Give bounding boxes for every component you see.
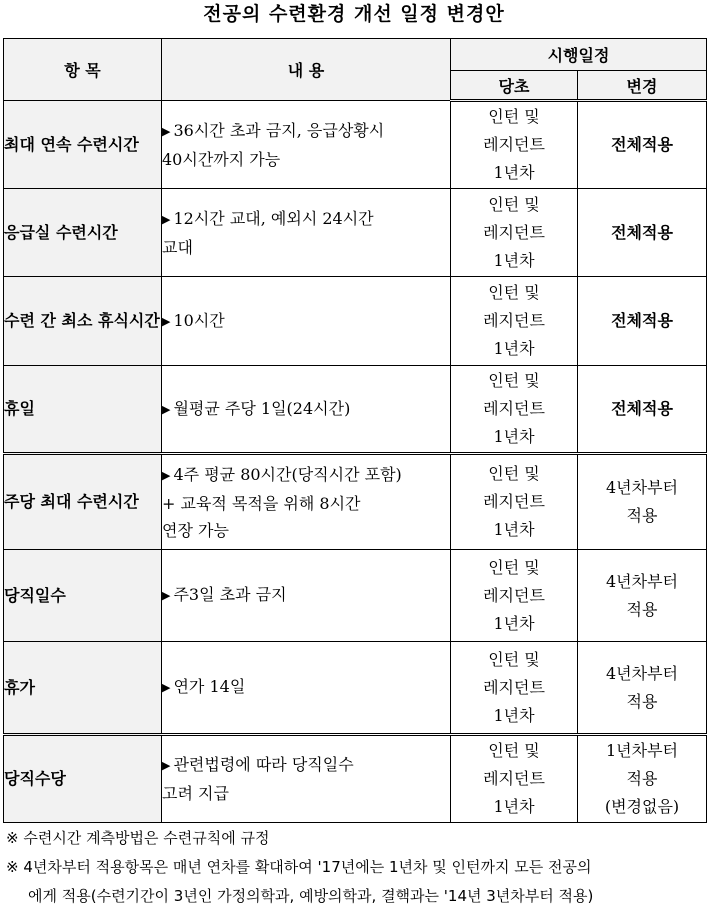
item-cell: 주당 최대 수련시간: [4, 454, 162, 550]
content-cell: [162, 454, 451, 550]
content-line: 연가 14일: [173, 677, 246, 696]
original-line: 1년차: [493, 339, 535, 358]
footnote-2: ※ 4년차부터 적용항목은 매년 연차를 확대하여 '17년에는 1년차 및 인턴까지 모든 전공의: [6, 858, 592, 876]
table-row: [4, 189, 707, 277]
original-schedule-cell: [451, 101, 578, 189]
changed-line: 전체적용: [611, 311, 673, 330]
changed-line: 4년차부터: [606, 478, 679, 497]
changed-schedule-cell: [578, 189, 707, 277]
changed-line: 4년차부터: [606, 571, 679, 591]
changed-line: 적용: [626, 506, 658, 525]
item-cell: 휴일: [4, 366, 162, 454]
item-cell: 응급실 수련시간: [4, 189, 162, 277]
original-line: 레지던트: [483, 769, 545, 788]
table-row: [4, 454, 707, 550]
changed-schedule-cell: [578, 642, 707, 735]
original-schedule-cell: [451, 366, 578, 454]
original-line: 1년차: [493, 797, 535, 816]
page-title: 전공의 수련환경 개선 일정 변경안: [203, 3, 505, 25]
content-cell: [162, 366, 451, 454]
content-line: 교대: [162, 237, 193, 257]
item-cell: 최대 연속 수련시간: [4, 101, 162, 189]
triangle-bullet-icon: ▶: [162, 124, 171, 138]
table-row: [4, 642, 707, 735]
content-line: 10시간: [173, 310, 225, 330]
changed-line: 적용: [626, 599, 658, 619]
changed-line: 1년차부터: [606, 741, 679, 760]
original-line: 1년차: [493, 705, 535, 725]
changed-schedule-cell: [578, 277, 707, 366]
footnote-1: ※ 수련시간 계측방법은 수련규칙에 규정: [6, 829, 270, 847]
footnote-2-continuation: 에게 적용(수련기간이 3년인 가정의학과, 예방의학과, 결핵과는 '14년 3년차부터 적용): [28, 887, 594, 905]
item-cell: 수련 간 최소 휴식시간: [4, 277, 162, 366]
original-line: 인턴 및: [488, 557, 540, 577]
changed-line: 적용: [626, 691, 658, 711]
original-line: 레지던트: [483, 222, 545, 242]
original-line: 1년차: [493, 613, 535, 633]
original-line: 인턴 및: [488, 464, 540, 483]
original-line: 인턴 및: [488, 741, 540, 760]
header-item: 항 목: [4, 39, 162, 101]
item-cell: 당직수당: [4, 735, 162, 823]
table-row: [4, 366, 707, 454]
changed-line: 적용: [626, 769, 658, 788]
changed-schedule-cell: [578, 101, 707, 189]
original-line: 1년차: [493, 427, 535, 446]
changed-schedule-cell: [578, 550, 707, 642]
content-cell: [162, 550, 451, 642]
header-original: 당초: [451, 71, 578, 101]
footnotes: [6, 824, 706, 911]
content-cell: [162, 189, 451, 277]
changed-line: 전체적용: [611, 135, 673, 154]
content-cell: [162, 735, 451, 823]
content-line: 주3일 초과 금지: [173, 585, 287, 604]
original-line: 레지던트: [483, 677, 545, 697]
header-schedule: 시행일정: [451, 39, 707, 71]
triangle-bullet-icon: ▶: [162, 589, 171, 602]
original-line: 1년차: [493, 250, 535, 270]
schedule-table: [3, 38, 707, 823]
content-line: 관련법령에 따라 당직일수: [173, 755, 354, 774]
table-row: [4, 735, 707, 823]
original-line: 인턴 및: [488, 107, 540, 126]
changed-schedule-cell: [578, 454, 707, 550]
original-schedule-cell: [451, 454, 578, 550]
header-changed: 변경: [578, 71, 707, 101]
original-line: 1년차: [493, 163, 535, 182]
original-line: 레지던트: [483, 585, 545, 605]
original-line: 레지던트: [483, 492, 545, 511]
original-line: 인턴 및: [488, 649, 540, 669]
content-line: 36시간 초과 금지, 응급상황시: [173, 120, 385, 140]
content-line: 40시간까지 가능: [162, 149, 281, 169]
triangle-bullet-icon: ▶: [162, 402, 171, 416]
content-cell: [162, 277, 451, 366]
content-line: 월평균 주당 1일(24시간): [173, 398, 351, 418]
header-content: 내 용: [162, 39, 451, 101]
changed-schedule-cell: [578, 366, 707, 454]
triangle-bullet-icon: ▶: [162, 468, 171, 482]
original-line: 레지던트: [483, 135, 545, 154]
original-line: 1년차: [493, 520, 535, 539]
table-row: [4, 550, 707, 642]
triangle-bullet-icon: ▶: [162, 759, 171, 772]
content-line: 연장 가능: [162, 520, 229, 540]
triangle-bullet-icon: ▶: [162, 212, 171, 226]
content-line: 4주 평균 80시간(당직시간 포함): [173, 464, 402, 484]
content-cell: [162, 642, 451, 735]
triangle-bullet-icon: ▶: [162, 681, 171, 694]
content-line: + 교육적 목적을 위해 8시간: [162, 493, 361, 513]
original-line: 레지던트: [483, 311, 545, 330]
item-cell: 휴가: [4, 642, 162, 735]
original-line: 인턴 및: [488, 194, 540, 214]
changed-schedule-cell: [578, 735, 707, 823]
content-line: 고려 지급: [162, 784, 229, 803]
triangle-bullet-icon: ▶: [162, 314, 171, 328]
table-row: [4, 277, 707, 366]
changed-line: (변경없음): [604, 797, 680, 816]
table-row: [4, 101, 707, 189]
changed-line: 4년차부터: [606, 663, 679, 683]
content-line: 12시간 교대, 예외시 24시간: [173, 208, 374, 228]
original-schedule-cell: [451, 642, 578, 735]
original-line: 레지던트: [483, 399, 545, 418]
original-schedule-cell: [451, 189, 578, 277]
content-cell: [162, 101, 451, 189]
changed-line: 전체적용: [611, 399, 673, 418]
item-cell: 당직일수: [4, 550, 162, 642]
original-schedule-cell: [451, 550, 578, 642]
original-schedule-cell: [451, 277, 578, 366]
original-line: 인턴 및: [488, 283, 540, 302]
original-schedule-cell: [451, 735, 578, 823]
changed-line: 전체적용: [611, 222, 673, 242]
original-line: 인턴 및: [488, 371, 540, 390]
